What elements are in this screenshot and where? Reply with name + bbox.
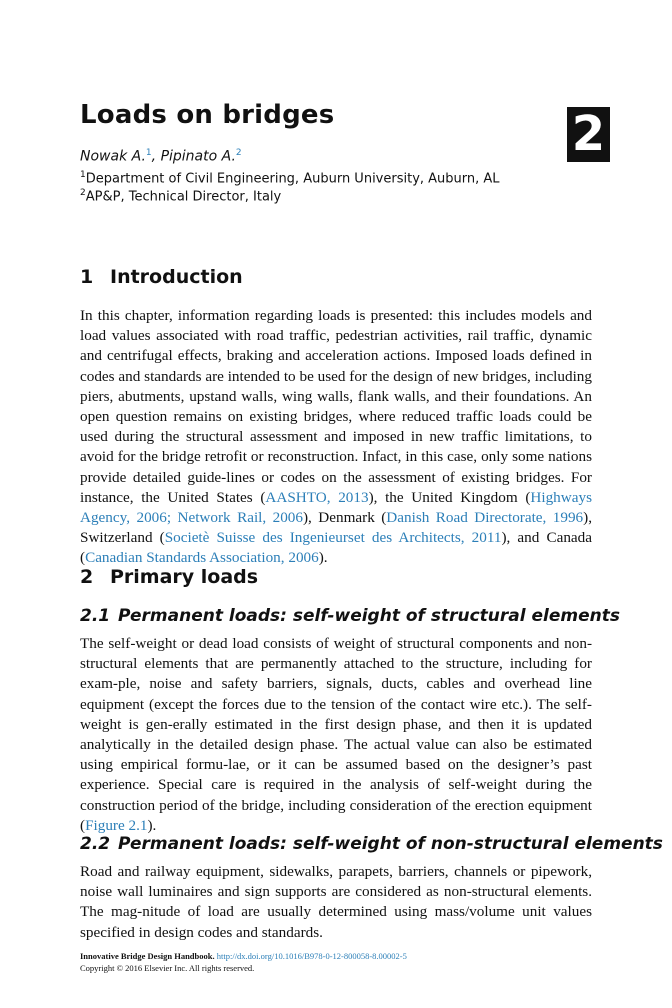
structural-self-weight-paragraph	[80, 634, 592, 836]
section-title: Introduction	[110, 266, 243, 288]
subsection-heading-non-structural-self-weight	[80, 834, 663, 854]
paragraph-text: ).	[318, 549, 328, 567]
paragraph-text: ), the United Kingdom (	[368, 488, 531, 506]
subsection-number: 2.1	[80, 606, 111, 626]
affiliation-marker: 1	[80, 170, 86, 180]
section-title: Primary loads	[110, 566, 259, 588]
citation-link[interactable]: Canadian Standards Association, 2006	[85, 549, 319, 567]
affiliation-text: AP&P, Technical Director, Italy	[85, 189, 282, 205]
section-number: 1	[80, 266, 94, 288]
copyright-notice: Copyright © 2016 Elsevier Inc. All rights reserved.	[80, 963, 255, 973]
paragraph-text: ), Switzerland (	[80, 509, 593, 547]
page-footer	[80, 950, 407, 974]
figure-link[interactable]: Figure 2.1	[85, 816, 148, 834]
paragraph-text: ).	[147, 816, 157, 834]
citation-link[interactable]: Highways Agency, 2006; Network Rail, 2006	[80, 488, 592, 527]
author-affiliation-marker[interactable]: 1	[145, 148, 152, 158]
non-structural-self-weight-paragraph	[80, 862, 592, 943]
citation-link[interactable]: Danish Road Directorate, 1996	[386, 509, 584, 527]
paragraph-text: ), and Canada (	[80, 529, 592, 567]
author-name: Pipinato A.	[160, 148, 236, 165]
citation-link[interactable]: AASHTO, 2013	[265, 488, 369, 506]
affiliation	[80, 170, 500, 186]
section-heading-introduction	[80, 266, 243, 288]
paragraph-text: ), Denmark (	[303, 509, 387, 527]
author-affiliation-marker[interactable]: 2	[235, 148, 242, 158]
subsection-title: Permanent loads: self-weight of non-structural elements	[118, 834, 663, 854]
author-line	[80, 148, 242, 165]
book-citation	[80, 950, 407, 962]
chapter-number-badge: 2	[567, 107, 610, 162]
affiliation-text: Department of Civil Engineering, Auburn University, Auburn, AL	[85, 171, 500, 187]
section-heading-primary-loads	[80, 566, 258, 588]
chapter-title: Loads on bridges	[80, 100, 335, 130]
subsection-title: Permanent loads: self-weight of structural elements	[118, 606, 620, 626]
paragraph-text: In this chapter, information regarding loads is presented: this includes models and load values associated with road traffic, pedestrian activities, rail traffic, dynamic and centrifugal effects, braking and acceleration actions. Imposed loads defined in codes and standards are intended to be used for the design of new bridges, including piers, abutments, upstand walls, wing walls, flank walls, and their foundations. An open question remains on existing bridges, where reduced traffic loads could be used during the structural assessment and imposed in new traffic limitations, to avoid for the bridge retrofit or reconstruction. Infact, in this case, only some nations provide detailed guide-lines or codes on the assessment of existing bridges. For instance, the United States (	[80, 307, 592, 506]
paragraph-text: Road and railway equipment, sidewalks, parapets, barriers, channels or pipework, noise wall luminaires and sign supports are considered as non-structural elements. The mag-nitude of load are usually determined using mass/volume unit values specified in design codes and standards.	[80, 863, 592, 941]
subsection-number: 2.2	[80, 834, 111, 854]
affiliation	[80, 188, 281, 204]
introduction-paragraph	[80, 306, 592, 569]
affiliation-marker: 2	[80, 188, 86, 198]
author-separator: ,	[151, 148, 161, 165]
author-name: Nowak A.	[80, 148, 146, 165]
subsection-heading-structural-self-weight	[80, 606, 620, 626]
section-number: 2	[80, 566, 94, 588]
paragraph-text: The self-weight or dead load consists of weight of structural components and non-structural elements that are permanently attached to the structure, including for exam-ple, noise and safety barriers, signals, ducts, cables and overhead line equipment (except the forces due to the tension of the contact wire etc.). The self-weight is gen-erally estimated in the first design phase, and then it is updated analytically in the detailed design phase. The actual value can also be estimated using empirical formu-lae, or it can be assumed based on the designer’s past experience. Special care is required in the analysis of self-weight during the construction period of the bridge, including consideration of the erection equipment (	[80, 635, 592, 834]
book-title: Innovative Bridge Design Handbook.	[80, 951, 215, 961]
doi-link[interactable]: http://dx.doi.org/10.1016/B978-0-12-800058-8.00002-5	[216, 951, 407, 961]
citation-link[interactable]: Societè Suisse des Ingenieurset des Architects, 2011	[164, 529, 502, 547]
